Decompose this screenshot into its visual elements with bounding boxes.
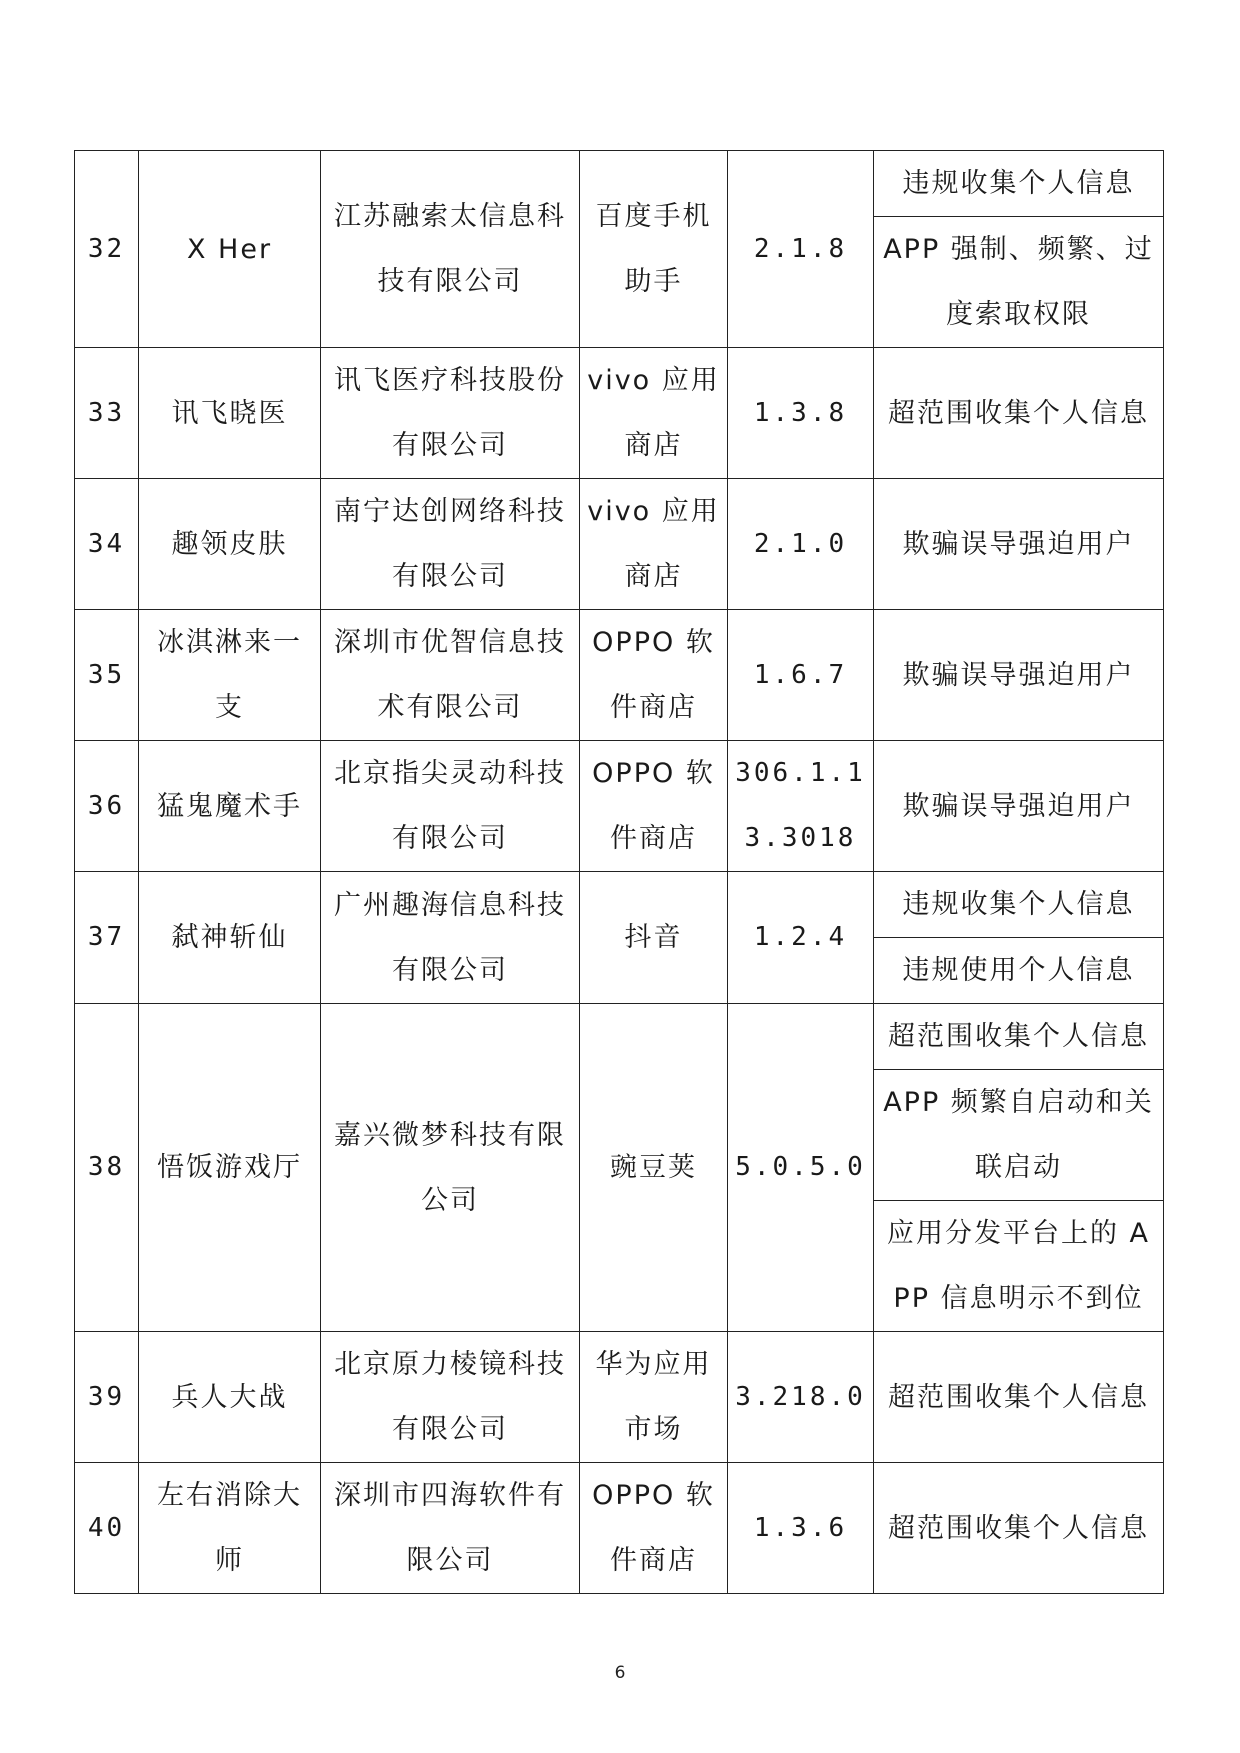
app-store-cell: OPPO 软件商店	[580, 741, 728, 872]
table-row	[75, 1004, 1164, 1070]
app-store-cell: 抖音	[580, 872, 728, 1004]
row-number-cell: 36	[75, 741, 139, 872]
version-cell: 1.6.7	[728, 610, 874, 741]
app-name-cell: 兵人大战	[139, 1332, 321, 1463]
app-store-cell: 华为应用市场	[580, 1332, 728, 1463]
app-name-cell: X Her	[139, 151, 321, 348]
app-name-cell: 猛鬼魔术手	[139, 741, 321, 872]
table-row	[75, 1463, 1164, 1594]
app-name-cell: 讯飞晓医	[139, 348, 321, 479]
company-cell: 北京原力棱镜科技有限公司	[321, 1332, 580, 1463]
app-store-cell: OPPO 软件商店	[580, 1463, 728, 1594]
row-number-cell: 32	[75, 151, 139, 348]
issue-cell: 超范围收集个人信息	[874, 348, 1164, 479]
company-cell: 深圳市四海软件有限公司	[321, 1463, 580, 1594]
issue-cell: 欺骗误导强迫用户	[874, 479, 1164, 610]
app-store-cell: vivo 应用商店	[580, 348, 728, 479]
company-cell: 北京指尖灵动科技有限公司	[321, 741, 580, 872]
table-row	[75, 610, 1164, 741]
company-cell: 嘉兴微梦科技有限公司	[321, 1004, 580, 1332]
table-row	[75, 741, 1164, 872]
company-cell: 深圳市优智信息技术有限公司	[321, 610, 580, 741]
app-name-cell: 弑神斩仙	[139, 872, 321, 1004]
company-cell: 讯飞医疗科技股份有限公司	[321, 348, 580, 479]
app-name-cell: 左右消除大师	[139, 1463, 321, 1594]
app-name-cell: 趣领皮肤	[139, 479, 321, 610]
version-cell: 3.218.0	[728, 1332, 874, 1463]
table-row	[75, 1332, 1164, 1463]
version-cell: 306.1.13.3018	[728, 741, 874, 872]
row-number-cell: 39	[75, 1332, 139, 1463]
issue-cell: 超范围收集个人信息	[874, 1463, 1164, 1594]
page-number: 6	[614, 1663, 626, 1683]
row-number-cell: 33	[75, 348, 139, 479]
issue-cell: 违规收集个人信息	[874, 151, 1164, 217]
issue-cell: 违规收集个人信息	[874, 872, 1164, 938]
app-name-cell: 悟饭游戏厅	[139, 1004, 321, 1332]
version-cell: 1.3.6	[728, 1463, 874, 1594]
app-store-cell: vivo 应用商店	[580, 479, 728, 610]
version-cell: 5.0.5.0	[728, 1004, 874, 1332]
row-number-cell: 34	[75, 479, 139, 610]
company-cell: 广州趣海信息科技有限公司	[321, 872, 580, 1004]
version-cell: 1.2.4	[728, 872, 874, 1004]
table-row	[75, 151, 1164, 217]
app-violation-table	[74, 150, 1164, 1594]
row-number-cell: 35	[75, 610, 139, 741]
version-cell: 2.1.0	[728, 479, 874, 610]
issue-cell: 欺骗误导强迫用户	[874, 610, 1164, 741]
company-cell: 南宁达创网络科技有限公司	[321, 479, 580, 610]
app-name-cell: 冰淇淋来一支	[139, 610, 321, 741]
company-cell: 江苏融索太信息科技有限公司	[321, 151, 580, 348]
app-store-cell: 豌豆荚	[580, 1004, 728, 1332]
issue-cell: 超范围收集个人信息	[874, 1004, 1164, 1070]
issue-cell: 超范围收集个人信息	[874, 1332, 1164, 1463]
issue-cell: 违规使用个人信息	[874, 938, 1164, 1004]
issue-cell: APP 频繁自启动和关联启动	[874, 1070, 1164, 1201]
app-store-cell: OPPO 软件商店	[580, 610, 728, 741]
row-number-cell: 38	[75, 1004, 139, 1332]
table-row	[75, 479, 1164, 610]
version-cell: 2.1.8	[728, 151, 874, 348]
row-number-cell: 40	[75, 1463, 139, 1594]
version-cell: 1.3.8	[728, 348, 874, 479]
row-number-cell: 37	[75, 872, 139, 1004]
app-store-cell: 百度手机助手	[580, 151, 728, 348]
issue-cell: 应用分发平台上的 APP 信息明示不到位	[874, 1201, 1164, 1332]
table-row	[75, 348, 1164, 479]
issue-cell: APP 强制、频繁、过度索取权限	[874, 217, 1164, 348]
issue-cell: 欺骗误导强迫用户	[874, 741, 1164, 872]
table-row	[75, 872, 1164, 938]
